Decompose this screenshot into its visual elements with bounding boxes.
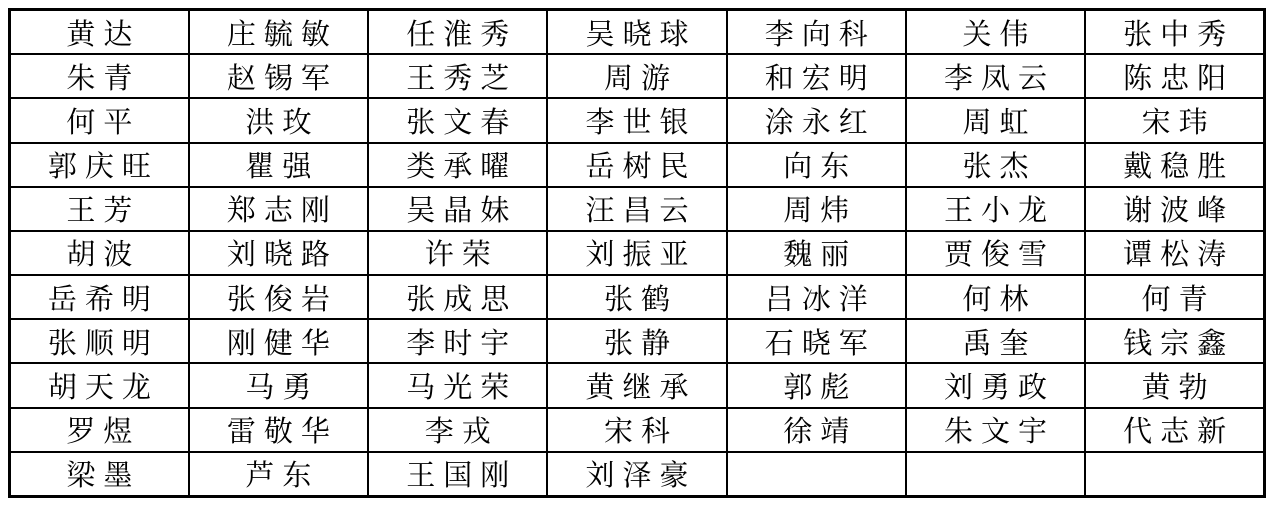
table-cell: 任淮秀 (368, 10, 547, 55)
table-cell: 刘勇政 (906, 363, 1085, 407)
table-cell: 汪昌云 (547, 187, 726, 231)
table-cell: 吴晶妹 (368, 187, 547, 231)
table-cell: 朱文宇 (906, 408, 1085, 452)
table-cell: 谭松涛 (1085, 231, 1264, 275)
table-row (10, 54, 1265, 98)
table-cell: 吕冰洋 (727, 275, 906, 319)
table-cell: 张文春 (368, 98, 547, 142)
table-cell: 刚健华 (189, 319, 368, 363)
table-cell: 刘振亚 (547, 231, 726, 275)
table-cell: 钱宗鑫 (1085, 319, 1264, 363)
table-cell: 王国刚 (368, 452, 547, 497)
table-cell: 瞿强 (189, 143, 368, 187)
table-row (10, 143, 1265, 187)
table-cell: 戴稳胜 (1085, 143, 1264, 187)
table-cell: 何青 (1085, 275, 1264, 319)
table-cell: 梁墨 (10, 452, 189, 497)
table-cell: 李世银 (547, 98, 726, 142)
table-cell: 郭彪 (727, 363, 906, 407)
table-cell: 贾俊雪 (906, 231, 1085, 275)
table-cell: 吴晓球 (547, 10, 726, 55)
table-cell: 徐靖 (727, 408, 906, 452)
table-cell: 王秀芝 (368, 54, 547, 98)
table-cell: 魏丽 (727, 231, 906, 275)
table-row (10, 10, 1265, 55)
table-cell: 罗煜 (10, 408, 189, 452)
table-cell: 黄继承 (547, 363, 726, 407)
table-cell: 张俊岩 (189, 275, 368, 319)
table-cell: 李凤云 (906, 54, 1085, 98)
table-body (10, 10, 1265, 497)
table-cell: 郑志刚 (189, 187, 368, 231)
table-cell: 周虹 (906, 98, 1085, 142)
table-cell: 胡天龙 (10, 363, 189, 407)
table-cell: 胡波 (10, 231, 189, 275)
table-cell: 何平 (10, 98, 189, 142)
table-cell: 芦东 (189, 452, 368, 497)
table-cell: 张成思 (368, 275, 547, 319)
table-cell: 张顺明 (10, 319, 189, 363)
table-cell-empty (906, 452, 1085, 497)
name-roster-table (8, 8, 1266, 498)
table-row (10, 275, 1265, 319)
table-row (10, 319, 1265, 363)
table-cell: 洪玫 (189, 98, 368, 142)
table-cell: 代志新 (1085, 408, 1264, 452)
table-cell: 李向科 (727, 10, 906, 55)
table-row (10, 231, 1265, 275)
table-cell: 张静 (547, 319, 726, 363)
table-cell: 和宏明 (727, 54, 906, 98)
table-cell: 张中秀 (1085, 10, 1264, 55)
table-cell: 刘泽豪 (547, 452, 726, 497)
table-cell: 赵锡军 (189, 54, 368, 98)
table-cell-empty (1085, 452, 1264, 497)
table-cell: 郭庆旺 (10, 143, 189, 187)
table-cell: 类承曜 (368, 143, 547, 187)
table-cell: 黄勃 (1085, 363, 1264, 407)
table-cell: 周炜 (727, 187, 906, 231)
table-cell: 宋玮 (1085, 98, 1264, 142)
table-cell: 李时宇 (368, 319, 547, 363)
table-cell: 石晓军 (727, 319, 906, 363)
table-cell: 禹奎 (906, 319, 1085, 363)
table-cell: 黄达 (10, 10, 189, 55)
table-cell: 李戎 (368, 408, 547, 452)
table-cell: 马勇 (189, 363, 368, 407)
table-cell: 关伟 (906, 10, 1085, 55)
table-cell: 岳树民 (547, 143, 726, 187)
table-cell: 刘晓路 (189, 231, 368, 275)
table-row (10, 452, 1265, 497)
table-cell: 涂永红 (727, 98, 906, 142)
table-row (10, 187, 1265, 231)
table-row (10, 363, 1265, 407)
table-cell: 向东 (727, 143, 906, 187)
table-cell: 张鹤 (547, 275, 726, 319)
table-cell: 谢波峰 (1085, 187, 1264, 231)
table-cell: 雷敬华 (189, 408, 368, 452)
table-cell: 陈忠阳 (1085, 54, 1264, 98)
table-cell: 许荣 (368, 231, 547, 275)
table-cell: 王小龙 (906, 187, 1085, 231)
table-cell: 何林 (906, 275, 1085, 319)
table-cell-empty (727, 452, 906, 497)
table-cell: 马光荣 (368, 363, 547, 407)
table-cell: 朱青 (10, 54, 189, 98)
table-cell: 王芳 (10, 187, 189, 231)
table-cell: 岳希明 (10, 275, 189, 319)
table-cell: 张杰 (906, 143, 1085, 187)
table-row (10, 408, 1265, 452)
table-cell: 宋科 (547, 408, 726, 452)
table-row (10, 98, 1265, 142)
table-cell: 周游 (547, 54, 726, 98)
table-cell: 庄毓敏 (189, 10, 368, 55)
